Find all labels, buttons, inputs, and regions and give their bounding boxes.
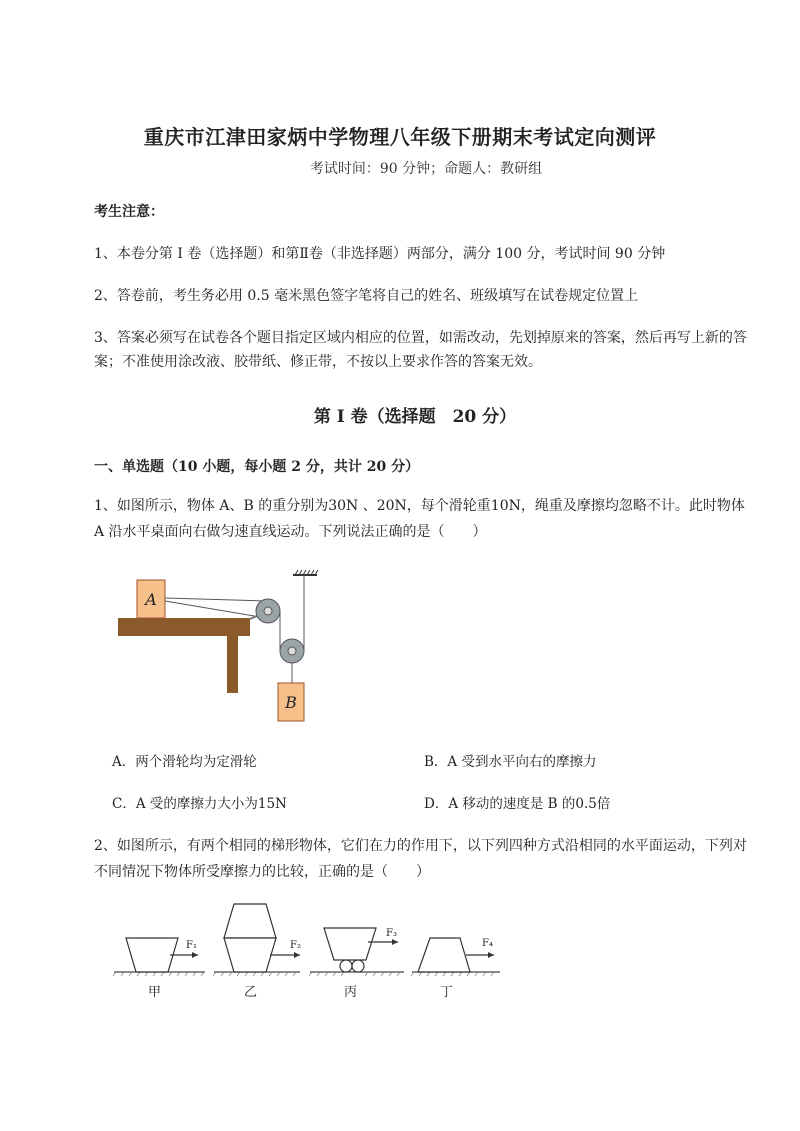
part-heading: 一、单选题（10 小题，每小题 2 分，共计 20 分） <box>94 459 420 475</box>
table-leg <box>227 636 238 693</box>
label-ding: 丁 <box>440 985 454 1000</box>
question-1-figure <box>110 565 330 730</box>
question-1-option-b[interactable]: B．A 受到水平向右的摩擦力 <box>424 754 597 770</box>
force-f4: F₄ <box>482 938 493 949</box>
block-b-label: B <box>285 693 297 712</box>
force-f1: F₁ <box>186 940 197 951</box>
label-bing: 丙 <box>344 985 358 1000</box>
label-jia: 甲 <box>148 985 162 1000</box>
notice-item-3: 3、答案必须写在试卷各个题目指定区域内相应的位置，如需改动，先划掉原来的答案，然后再写上新的答案；不准使用涂改液、胶带纸、修正带，不按以上要求作答的答案无效。 <box>94 330 747 370</box>
force-f3: F₃ <box>386 928 397 939</box>
block-a-label: A <box>145 590 157 609</box>
section-title: 第 I 卷（选择题 20 分） <box>313 407 517 427</box>
force-f2: F₂ <box>290 940 301 951</box>
question-1-option-c[interactable]: C．A 受的摩擦力大小为15N <box>112 796 287 812</box>
question-2-figure <box>110 898 510 1006</box>
table-top <box>118 618 250 636</box>
roller-left <box>340 960 352 972</box>
notice-item-2: 2、答卷前，考生务必用 0.5 毫米黑色签字笔将自己的姓名、班级填写在试卷规定位置上 <box>94 288 639 304</box>
notice-item-1: 1、本卷分第 I 卷（选择题）和第Ⅱ卷（非选择题）两部分，满分 100 分，考试时间 90 分钟 <box>94 246 666 262</box>
notice-heading: 考生注意： <box>94 204 164 220</box>
question-1-stem: 1、如图所示，物体 A、B 的重分别为30N 、20N，每个滑轮重10N，绳重及摩擦均忽略不计。此时物体 A 沿水平桌面向右做匀速直线运动。下列说法正确的是（ ） <box>94 498 745 540</box>
shape-bing <box>324 928 376 960</box>
question-1-option-d[interactable]: D．A 移动的速度是 B 的0.5倍 <box>424 796 611 812</box>
page-subtitle: 考试时间：90 分钟；命题人：教研组 <box>309 161 543 177</box>
page-title: 重庆市江津田家炳中学物理八年级下册期末考试定向测评 <box>143 125 657 149</box>
shape-ding <box>418 938 470 972</box>
shape-yi-top <box>224 904 276 938</box>
question-1-option-a[interactable]: A．两个滑轮均为定滑轮 <box>112 754 257 770</box>
label-yi: 乙 <box>244 985 258 1000</box>
shape-yi-bottom <box>224 938 276 972</box>
question-2-stem: 2、如图所示，有两个相同的梯形物体，它们在力的作用下，以下列四种方式沿相同的水平面运动，下列对不同情况下物体所受摩擦力的比较，正确的是（ ） <box>94 838 747 880</box>
roller-right <box>352 960 364 972</box>
